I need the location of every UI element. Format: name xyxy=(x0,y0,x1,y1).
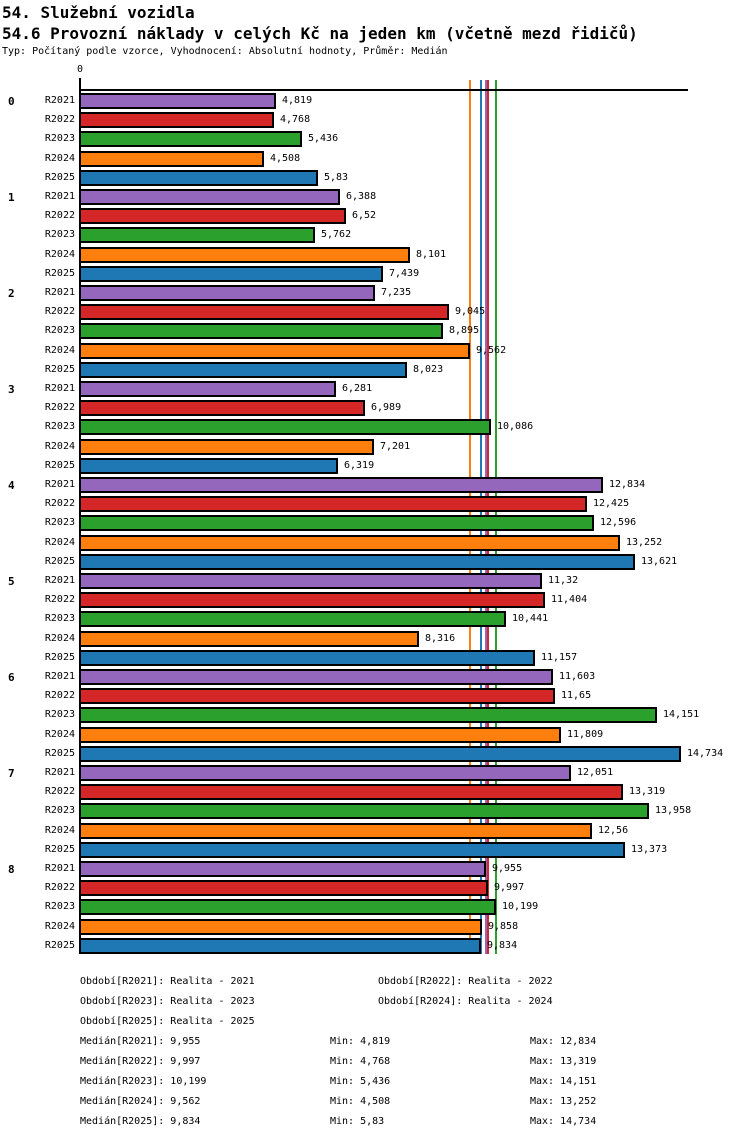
bar xyxy=(79,919,482,935)
bar xyxy=(79,746,681,762)
group-label: 6 xyxy=(8,671,15,684)
bar xyxy=(79,535,620,551)
row-year-label: R2022 xyxy=(44,882,75,893)
row-year-label: R2022 xyxy=(44,594,75,605)
row-year-label: R2023 xyxy=(44,229,75,240)
row-year-label: R2024 xyxy=(44,441,75,452)
bar-value-label: 5,83 xyxy=(324,172,349,183)
bar xyxy=(79,266,383,282)
bar xyxy=(79,304,449,320)
bar-value-label: 10,086 xyxy=(497,421,534,432)
bar xyxy=(79,131,302,147)
stat-entry: Min: 5,83 xyxy=(330,1116,385,1127)
bar xyxy=(79,554,635,570)
report-meta: Typ: Počítaný podle vzorce, Vyhodnocení: Absolutní hodnoty, Průměr: Medián xyxy=(2,46,448,57)
row-year-label: R2023 xyxy=(44,805,75,816)
bar-value-label: 9,834 xyxy=(487,940,518,951)
bar xyxy=(79,727,561,743)
bar-value-label: 6,52 xyxy=(352,210,377,221)
bar-value-label: 10,441 xyxy=(512,613,549,624)
bar-value-label: 8,316 xyxy=(425,633,456,644)
bar xyxy=(79,458,338,474)
bar xyxy=(79,823,592,839)
stat-entry: Min: 4,768 xyxy=(330,1056,391,1067)
bar-value-label: 12,425 xyxy=(593,498,630,509)
row-year-label: R2022 xyxy=(44,786,75,797)
bar xyxy=(79,707,657,723)
bar-value-label: 11,32 xyxy=(548,575,579,586)
row-year-label: R2025 xyxy=(44,556,75,567)
bar xyxy=(79,362,407,378)
row-year-label: R2021 xyxy=(44,287,75,298)
group-label: 8 xyxy=(8,863,15,876)
stat-entry: Medián[R2025]: 9,834 xyxy=(80,1116,201,1127)
bar xyxy=(79,151,264,167)
bar-value-label: 12,834 xyxy=(609,479,646,490)
bar-value-label: 11,809 xyxy=(567,729,604,740)
row-year-label: R2024 xyxy=(44,249,75,260)
bar-value-label: 12,051 xyxy=(577,767,614,778)
bar xyxy=(79,515,594,531)
row-year-label: R2022 xyxy=(44,690,75,701)
row-year-label: R2021 xyxy=(44,767,75,778)
bar-value-label: 9,045 xyxy=(455,306,486,317)
row-year-label: R2022 xyxy=(44,306,75,317)
row-year-label: R2023 xyxy=(44,133,75,144)
row-year-label: R2021 xyxy=(44,479,75,490)
bar xyxy=(79,842,625,858)
group-label: 4 xyxy=(8,479,15,492)
stat-entry: Medián[R2022]: 9,997 xyxy=(80,1056,201,1067)
row-year-label: R2023 xyxy=(44,325,75,336)
bar-value-label: 8,023 xyxy=(413,364,444,375)
row-year-label: R2025 xyxy=(44,748,75,759)
bar-value-label: 8,895 xyxy=(449,325,480,336)
bar-value-label: 13,958 xyxy=(655,805,692,816)
stat-entry: Min: 4,819 xyxy=(330,1036,391,1047)
bar xyxy=(79,189,340,205)
bar-value-label: 9,562 xyxy=(476,345,507,356)
stat-entry: Medián[R2024]: 9,562 xyxy=(80,1096,201,1107)
bar-value-label: 9,997 xyxy=(494,882,525,893)
stat-entry: Max: 12,834 xyxy=(530,1036,597,1047)
bar-value-label: 11,603 xyxy=(559,671,596,682)
stat-entry: Max: 14,734 xyxy=(530,1116,597,1127)
bar-value-label: 7,439 xyxy=(389,268,420,279)
stat-entry: Medián[R2021]: 9,955 xyxy=(80,1036,201,1047)
bar-value-label: 4,768 xyxy=(280,114,311,125)
bar-value-label: 6,388 xyxy=(346,191,377,202)
row-year-label: R2024 xyxy=(44,345,75,356)
bar-value-label: 6,281 xyxy=(342,383,373,394)
report-subtitle: 54.6 Provozní náklady v celých Kč na jeden km (včetně mezd řidičů) xyxy=(2,24,638,43)
bar-value-label: 9,858 xyxy=(488,921,519,932)
bar xyxy=(79,573,542,589)
row-year-label: R2025 xyxy=(44,844,75,855)
stat-entry: Max: 14,151 xyxy=(530,1076,597,1087)
axis-top-line xyxy=(79,89,688,91)
legend-entry: Období[R2023]: Realita - 2023 xyxy=(80,996,255,1007)
row-year-label: R2022 xyxy=(44,114,75,125)
bar xyxy=(79,669,553,685)
bar-value-label: 4,508 xyxy=(270,153,301,164)
row-year-label: R2025 xyxy=(44,652,75,663)
bar-value-label: 9,955 xyxy=(492,863,523,874)
row-year-label: R2022 xyxy=(44,498,75,509)
bar xyxy=(79,631,419,647)
row-year-label: R2023 xyxy=(44,709,75,720)
legend-entry: Období[R2025]: Realita - 2025 xyxy=(80,1016,255,1027)
row-year-label: R2024 xyxy=(44,729,75,740)
bar-value-label: 8,101 xyxy=(416,249,447,260)
legend-entry: Období[R2022]: Realita - 2022 xyxy=(378,976,553,987)
axis-zero-label: 0 xyxy=(76,64,84,75)
bar xyxy=(79,439,374,455)
bar xyxy=(79,419,491,435)
bar xyxy=(79,323,443,339)
bar xyxy=(79,688,555,704)
group-label: 7 xyxy=(8,767,15,780)
bar xyxy=(79,477,603,493)
row-year-label: R2022 xyxy=(44,402,75,413)
bar-value-label: 12,56 xyxy=(598,825,629,836)
bar xyxy=(79,938,481,954)
row-year-label: R2024 xyxy=(44,537,75,548)
bar xyxy=(79,247,410,263)
bar xyxy=(79,861,486,877)
bar-value-label: 6,319 xyxy=(344,460,375,471)
bar xyxy=(79,611,506,627)
row-year-label: R2025 xyxy=(44,940,75,951)
row-year-label: R2021 xyxy=(44,95,75,106)
stat-entry: Min: 5,436 xyxy=(330,1076,391,1087)
stat-entry: Max: 13,319 xyxy=(530,1056,597,1067)
bar xyxy=(79,343,470,359)
row-year-label: R2021 xyxy=(44,863,75,874)
bar-value-label: 13,252 xyxy=(626,537,663,548)
bar-value-label: 6,989 xyxy=(371,402,402,413)
group-label: 0 xyxy=(8,95,15,108)
bar xyxy=(79,93,276,109)
stat-entry: Max: 13,252 xyxy=(530,1096,597,1107)
bar xyxy=(79,112,274,128)
legend-entry: Období[R2024]: Realita - 2024 xyxy=(378,996,553,1007)
row-year-label: R2022 xyxy=(44,210,75,221)
legend-entry: Období[R2021]: Realita - 2021 xyxy=(80,976,255,987)
bar xyxy=(79,381,336,397)
bar-value-label: 4,819 xyxy=(282,95,313,106)
row-year-label: R2023 xyxy=(44,517,75,528)
bar-value-label: 11,404 xyxy=(551,594,588,605)
row-year-label: R2024 xyxy=(44,921,75,932)
row-year-label: R2025 xyxy=(44,172,75,183)
bar xyxy=(79,170,318,186)
bar-value-label: 13,319 xyxy=(629,786,666,797)
bar xyxy=(79,899,496,915)
row-year-label: R2023 xyxy=(44,613,75,624)
report-title: 54. Služební vozidla xyxy=(2,3,195,22)
bar xyxy=(79,650,535,666)
bar xyxy=(79,592,545,608)
bar xyxy=(79,400,365,416)
bar xyxy=(79,784,623,800)
bar xyxy=(79,496,587,512)
bar-value-label: 7,201 xyxy=(380,441,411,452)
row-year-label: R2025 xyxy=(44,460,75,471)
bar xyxy=(79,765,571,781)
row-year-label: R2024 xyxy=(44,153,75,164)
bar-value-label: 13,621 xyxy=(641,556,678,567)
stat-entry: Medián[R2023]: 10,199 xyxy=(80,1076,207,1087)
bar xyxy=(79,880,488,896)
bar-value-label: 5,436 xyxy=(308,133,339,144)
row-year-label: R2023 xyxy=(44,421,75,432)
row-year-label: R2021 xyxy=(44,575,75,586)
bar-value-label: 5,762 xyxy=(321,229,352,240)
bar-value-label: 14,734 xyxy=(687,748,724,759)
group-label: 3 xyxy=(8,383,15,396)
row-year-label: R2025 xyxy=(44,268,75,279)
bar xyxy=(79,227,315,243)
bar-value-label: 11,157 xyxy=(541,652,578,663)
group-label: 1 xyxy=(8,191,15,204)
row-year-label: R2021 xyxy=(44,671,75,682)
bar xyxy=(79,285,375,301)
bar-value-label: 7,235 xyxy=(381,287,412,298)
row-year-label: R2023 xyxy=(44,901,75,912)
row-year-label: R2024 xyxy=(44,633,75,644)
bar-value-label: 13,373 xyxy=(631,844,668,855)
group-label: 2 xyxy=(8,287,15,300)
group-label: 5 xyxy=(8,575,15,588)
row-year-label: R2021 xyxy=(44,383,75,394)
bar-value-label: 10,199 xyxy=(502,901,539,912)
bar xyxy=(79,208,346,224)
row-year-label: R2021 xyxy=(44,191,75,202)
bar-value-label: 11,65 xyxy=(561,690,592,701)
bar-value-label: 14,151 xyxy=(663,709,700,720)
bar-value-label: 12,596 xyxy=(600,517,637,528)
bar xyxy=(79,803,649,819)
stat-entry: Min: 4,508 xyxy=(330,1096,391,1107)
row-year-label: R2025 xyxy=(44,364,75,375)
row-year-label: R2024 xyxy=(44,825,75,836)
